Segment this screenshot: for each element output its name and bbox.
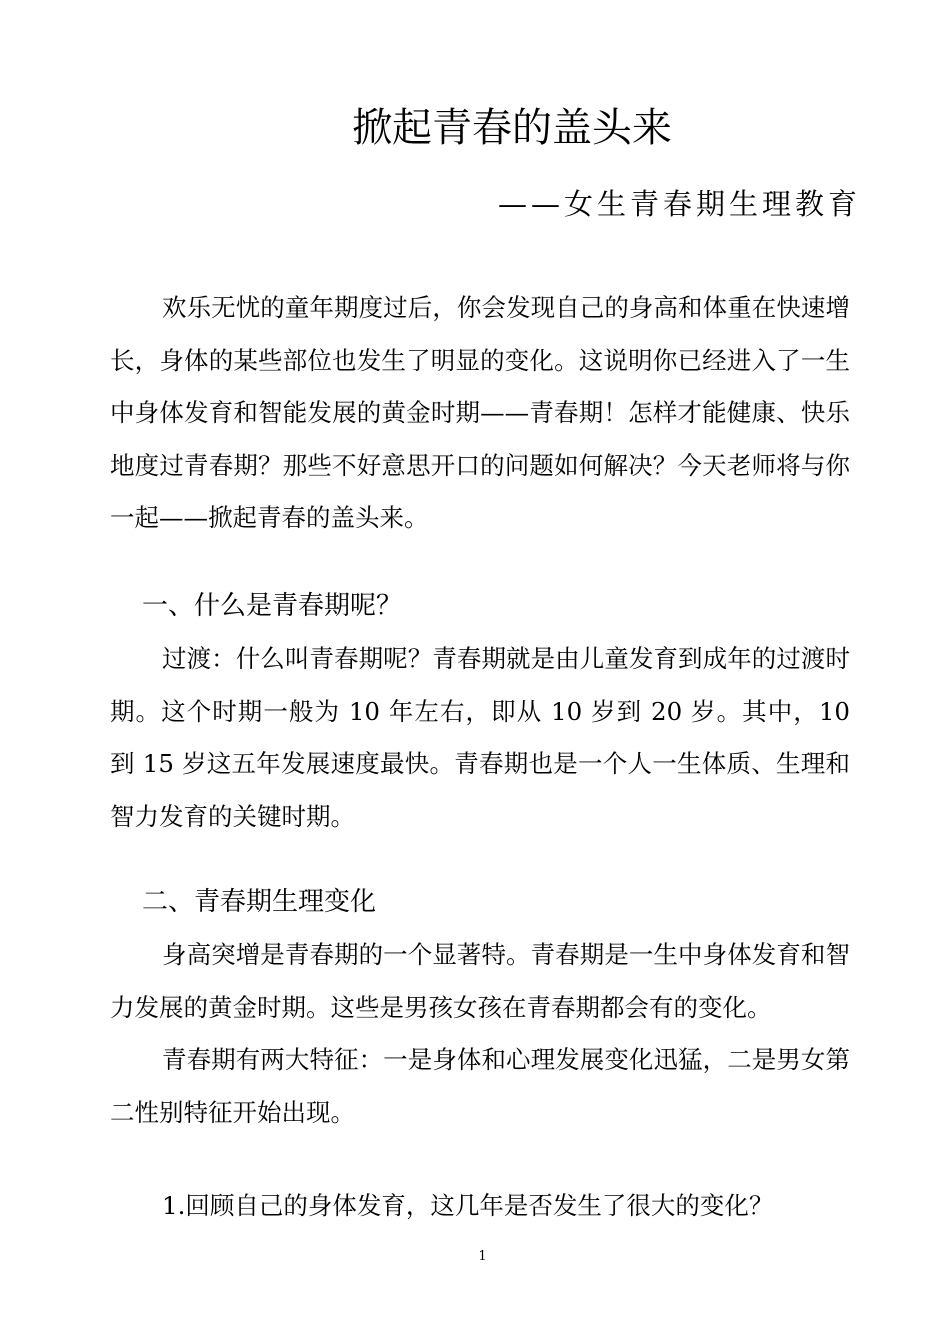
section-2-paragraph-2: 青春期有两大特征：一是身体和心理发展变化迅猛，二是男女第二性别特征开始出现。 bbox=[110, 1045, 850, 1127]
numbered-question-1: 1.回顾自己的身体发育，这几年是否发生了很大的变化？ bbox=[162, 1191, 774, 1220]
section-heading-2: 二、青春期生理变化 bbox=[142, 887, 377, 917]
section-2-paragraph-1: 身高突增是青春期的一个显著特。青春期是一生中身体发育和智力发展的黄金时期。这些是男孩女孩在青春期都会有的变化。 bbox=[110, 940, 850, 1022]
document-subtitle: ——女生青春期生理教育 bbox=[498, 187, 862, 221]
intro-paragraph: 欢乐无忧的童年期度过后，你会发现自己的身高和体重在快速增长，身体的某些部位也发生了明显的变化。这说明你已经进入了一生中身体发育和智能发展的黄金时期——青春期！怎样才能健康、快乐地度过青春期？那些不好意思开口的问题如何解决？今天老师将与你一起——掀起青春的盖头来。 bbox=[110, 293, 850, 533]
section-1-paragraph-1: 过渡：什么叫青春期呢？青春期就是由儿童发育到成年的过渡时期。这个时期一般为 10 年左右，即从 10 岁到 20 岁。其中，10 到 15 岁这五年发展速度最快。青春期也是一个人一生体质、生理和智力发育的关键时期。 bbox=[110, 644, 850, 831]
document-title: 掀起青春的盖头来 bbox=[352, 105, 672, 151]
section-heading-1: 一、什么是青春期呢？ bbox=[142, 591, 403, 621]
page-number: 1 bbox=[478, 1249, 487, 1264]
